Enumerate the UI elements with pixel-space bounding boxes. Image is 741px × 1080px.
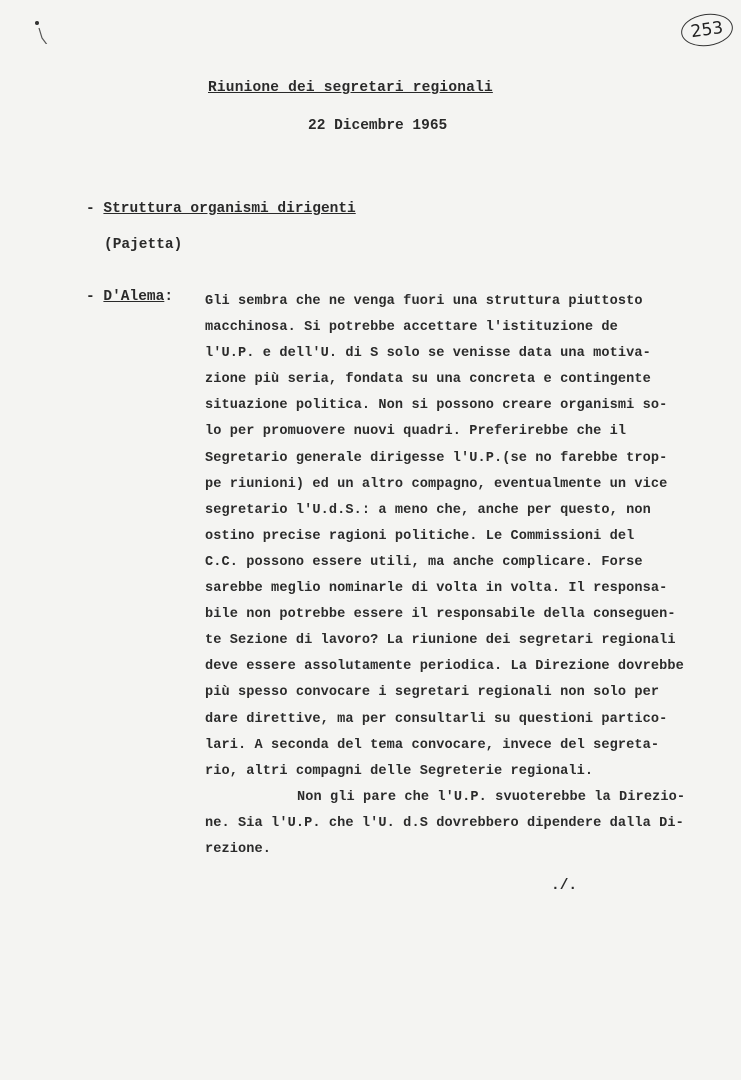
text-line: l'U.P. e dell'U. di S solo se venisse data una motiva- [205, 346, 651, 362]
text-line: dare direttive, ma per consultarli su questioni partico- [205, 711, 668, 727]
speaker-bullet: - [86, 289, 95, 305]
text-line: bile non potrebbe essere il responsabile della conseguen- [205, 607, 676, 623]
text-line: macchinosa. Si potrebbe accettare l'istituzione de [205, 320, 618, 336]
text-line: più spesso convocare i segretari regionali non solo per [205, 685, 660, 701]
text-line: lo per promuovere nuovi quadri. Preferirebbe che il [205, 424, 627, 440]
text-line: zione più seria, fondata su una concreta e contingente [205, 372, 651, 388]
text-line: pe riunioni) ed un altro compagno, eventualmente un vice [205, 476, 668, 492]
text-line: rezione. [205, 841, 272, 857]
speaker-colon: : [164, 289, 174, 305]
corner-mark [34, 20, 50, 44]
speaker-label [86, 289, 173, 305]
text-line: segretario l'U.d.S.: a meno che, anche per questo, non [205, 502, 651, 518]
agenda-bullet: - [86, 201, 95, 217]
text-line: Non gli pare che l'U.P. svuoterebbe la Direzio- [297, 789, 686, 805]
agenda-item-label: Struttura organismi dirigenti [103, 201, 356, 217]
continuation-mark: ./. [551, 878, 578, 894]
text-line: ne. Sia l'U.P. che l'U. d.S dovrebbero dipendere dalla Di- [205, 815, 684, 831]
text-line: situazione politica. Non si possono creare organismi so- [205, 398, 668, 414]
document-date: 22 Dicembre 1965 [308, 118, 448, 134]
text-line: rio, altri compagni delle Segreterie regionali. [205, 763, 594, 779]
text-line: Segretario generale dirigesse l'U.P.(se no farebbe trop- [205, 450, 668, 466]
document-title: Riunione dei segretari regionali [208, 80, 493, 96]
text-line: te Sezione di lavoro? La riunione dei segretari regionali [205, 633, 676, 649]
agenda-item [86, 201, 356, 217]
intervention-text [205, 289, 715, 863]
text-line: Gli sembra che ne venga fuori una struttura piuttosto [205, 294, 643, 309]
page-number-stamp: 253 [679, 11, 735, 50]
text-line: C.C. possono essere utili, ma anche complicare. Forse [205, 554, 643, 570]
speaker-name: D'Alema [103, 289, 165, 305]
text-line: deve essere assolutamente periodica. La Direzione dovrebbe [205, 659, 684, 675]
agenda-rapporteur: (Pajetta) [104, 237, 183, 253]
text-line: ostino precise ragioni politiche. Le Commissioni del [205, 528, 635, 544]
text-line: sarebbe meglio nominarle di volta in volta. Il responsa- [205, 581, 668, 597]
text-line: lari. A seconda del tema convocare, invece del segreta- [205, 737, 660, 753]
